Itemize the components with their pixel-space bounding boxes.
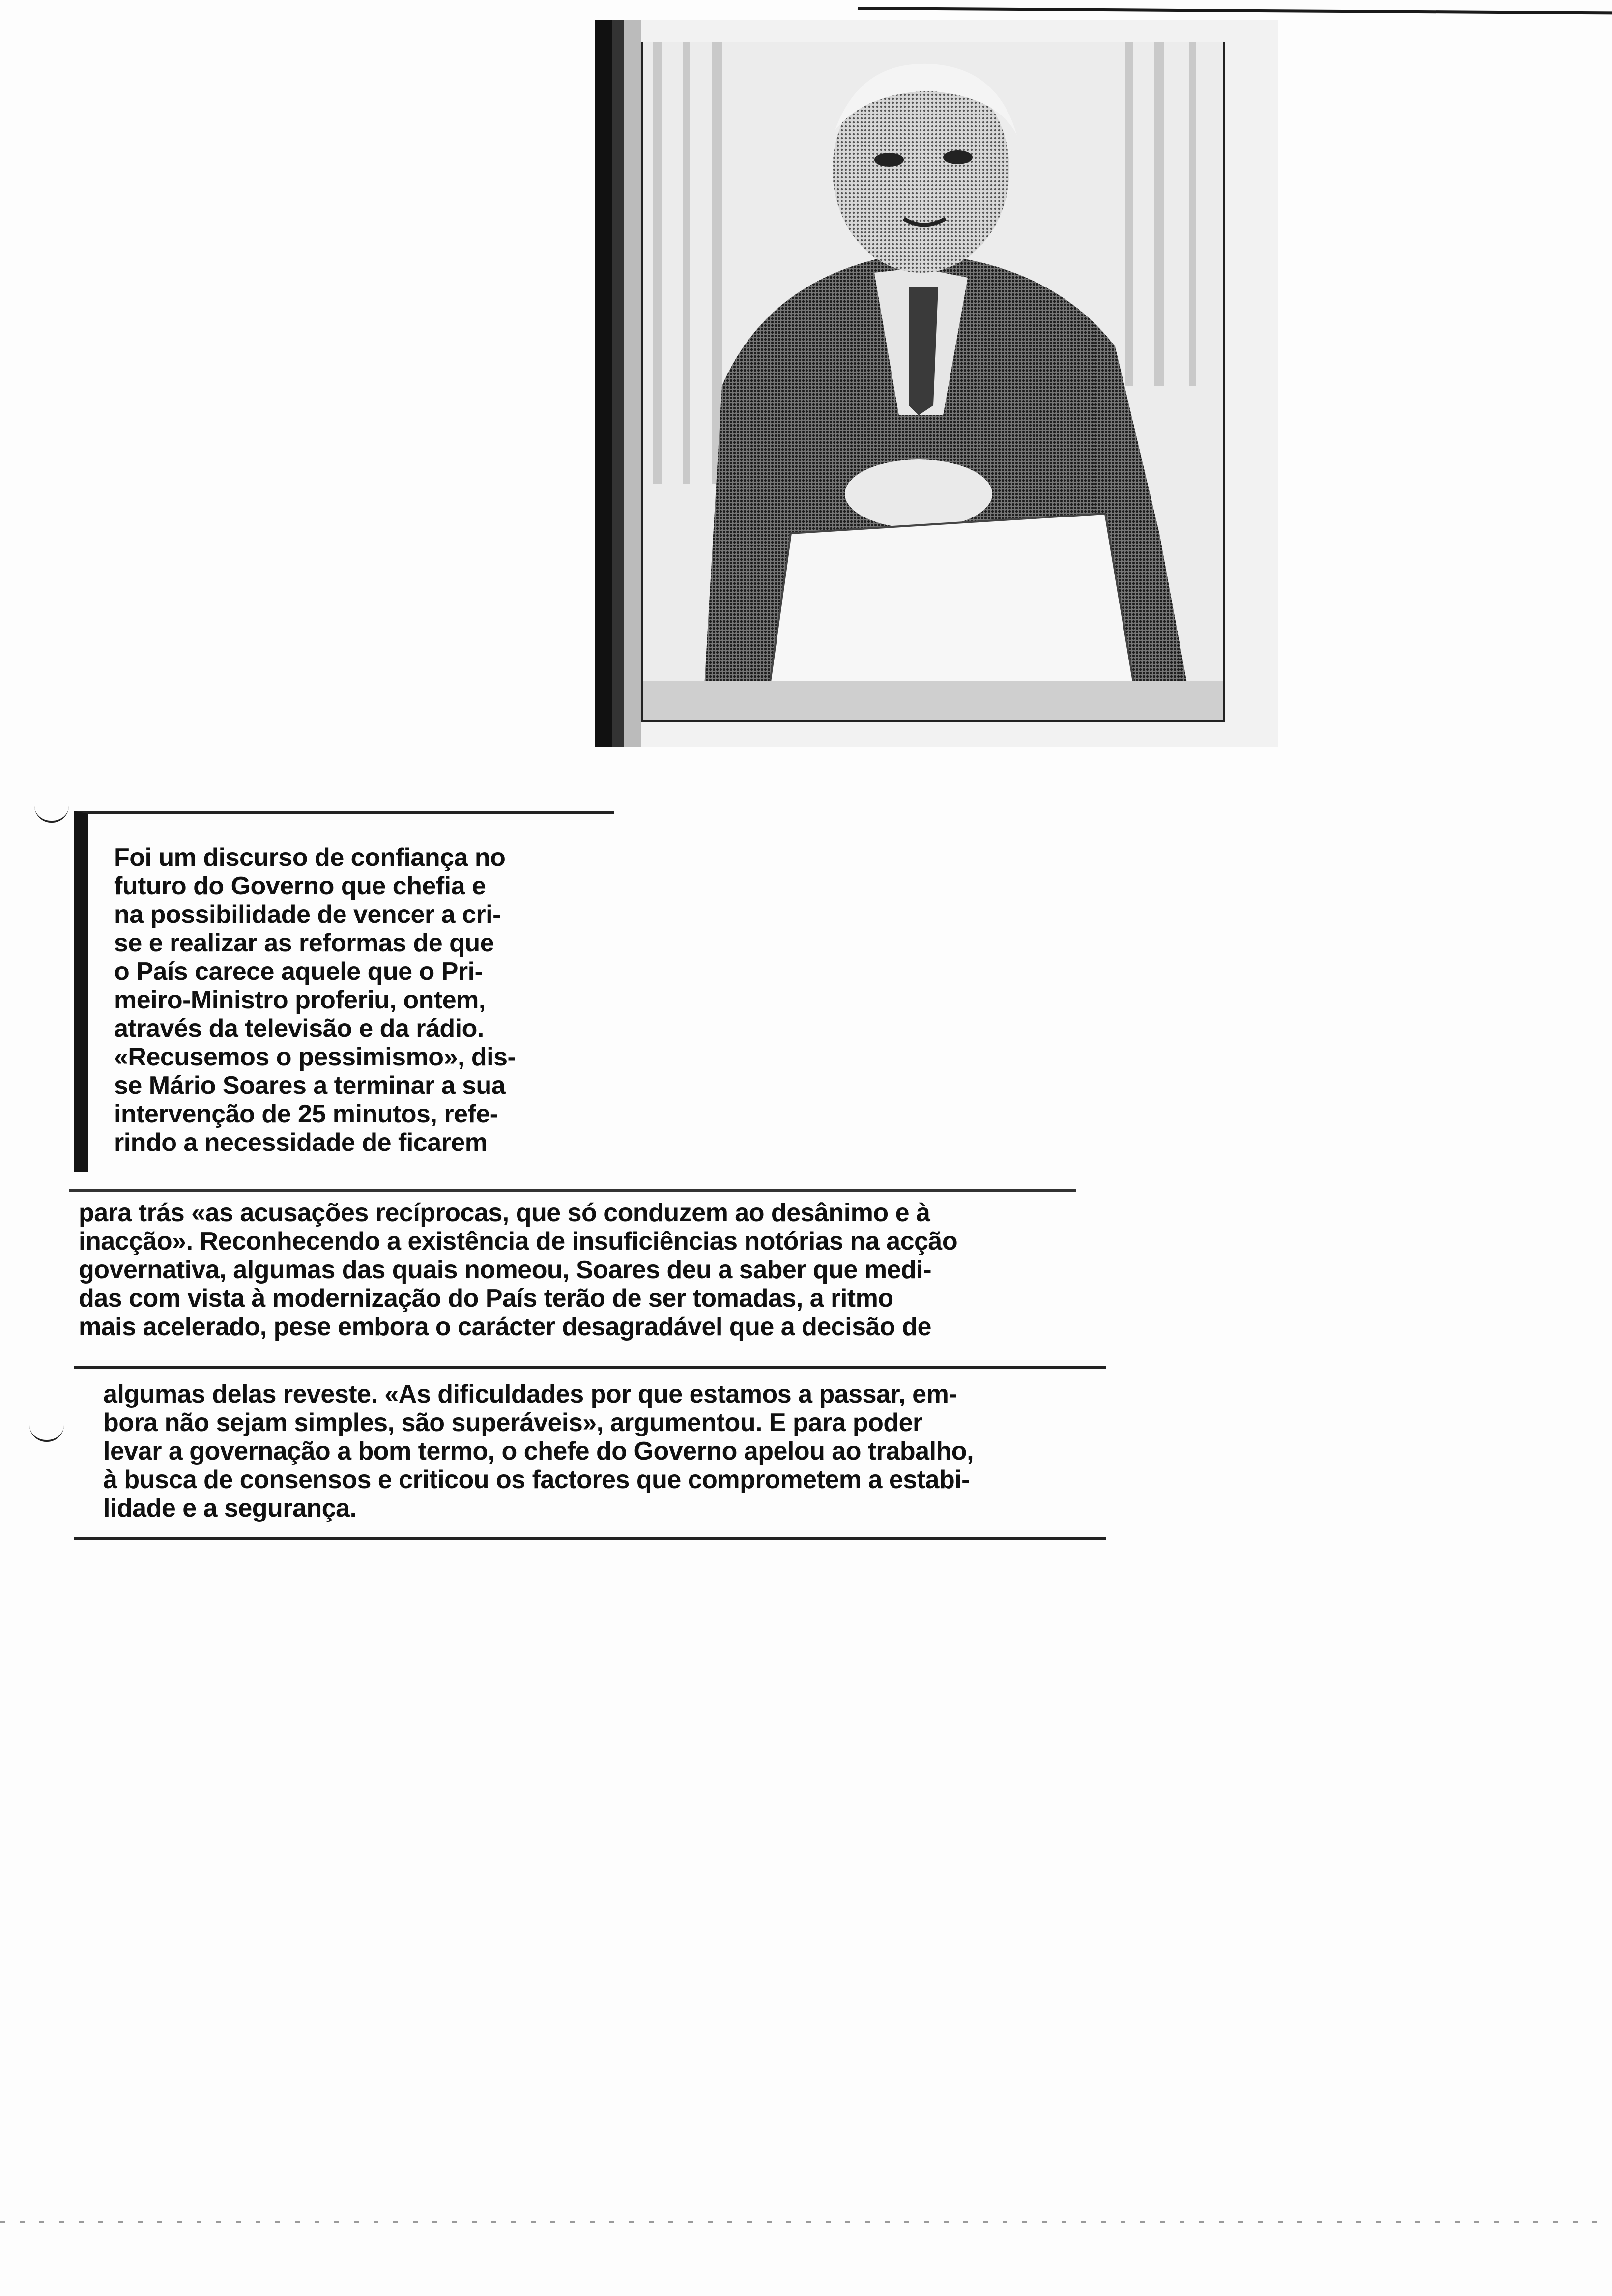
- article-line: inacção». Reconhecendo a existência de insuficiências notórias na acção: [79, 1227, 958, 1256]
- article-column-1: [74, 811, 614, 1172]
- article-line: «Recusemos o pessimismo», dis-: [114, 1043, 516, 1071]
- article-line: para trás «as acusações recíprocas, que só conduzem ao desânimo e à: [79, 1199, 930, 1227]
- margin-mark: [29, 1425, 64, 1442]
- article-line: bora não sejam simples, são superáveis», argumentou. E para poder: [103, 1408, 922, 1437]
- article-column-2: [69, 1189, 1076, 1351]
- article-line: através da televisão e da rádio.: [114, 1014, 484, 1043]
- article-column-3: [74, 1366, 1106, 1540]
- article-line: meiro-Ministro proferiu, ontem,: [114, 986, 486, 1014]
- article-line: mais acelerado, pese embora o carácter desagradável que a decisão de: [79, 1313, 931, 1341]
- article-line: o País carece aquele que o Pri-: [114, 957, 483, 986]
- scan-edge-line: [858, 7, 1612, 14]
- photo-frame: [641, 42, 1225, 722]
- scan-noise-line: [0, 2221, 1612, 2223]
- article-line: futuro do Governo que chefia e: [114, 872, 486, 900]
- portrait-photo: [595, 20, 1278, 747]
- article-line: algumas delas reveste. «As dificuldades por que estamos a passar, em-: [103, 1380, 957, 1408]
- margin-mark: [34, 806, 69, 823]
- article-line: das com vista à modernização do País terão de ser tomadas, a ritmo: [79, 1284, 893, 1313]
- article-line: governativa, algumas das quais nomeou, Soares deu a saber que medi-: [79, 1256, 932, 1284]
- article-line: intervenção de 25 minutos, refe-: [114, 1100, 498, 1128]
- article-line: se e realizar as reformas de que: [114, 929, 494, 957]
- article-line: na possibilidade de vencer a cri-: [114, 900, 501, 929]
- article-line: Foi um discurso de confiança no: [114, 843, 506, 872]
- photo-edge-strip: [595, 20, 641, 747]
- article-line: à busca de consensos e criticou os factores que comprometem a estabi-: [103, 1465, 970, 1494]
- portrait-illustration: [643, 42, 1223, 720]
- article-line: lidade e a segurança.: [103, 1494, 357, 1522]
- article-line: levar a governação a bom termo, o chefe do Governo apelou ao trabalho,: [103, 1437, 974, 1465]
- article-line: rindo a necessidade de ficarem: [114, 1128, 488, 1157]
- article-line: se Mário Soares a terminar a sua: [114, 1071, 506, 1100]
